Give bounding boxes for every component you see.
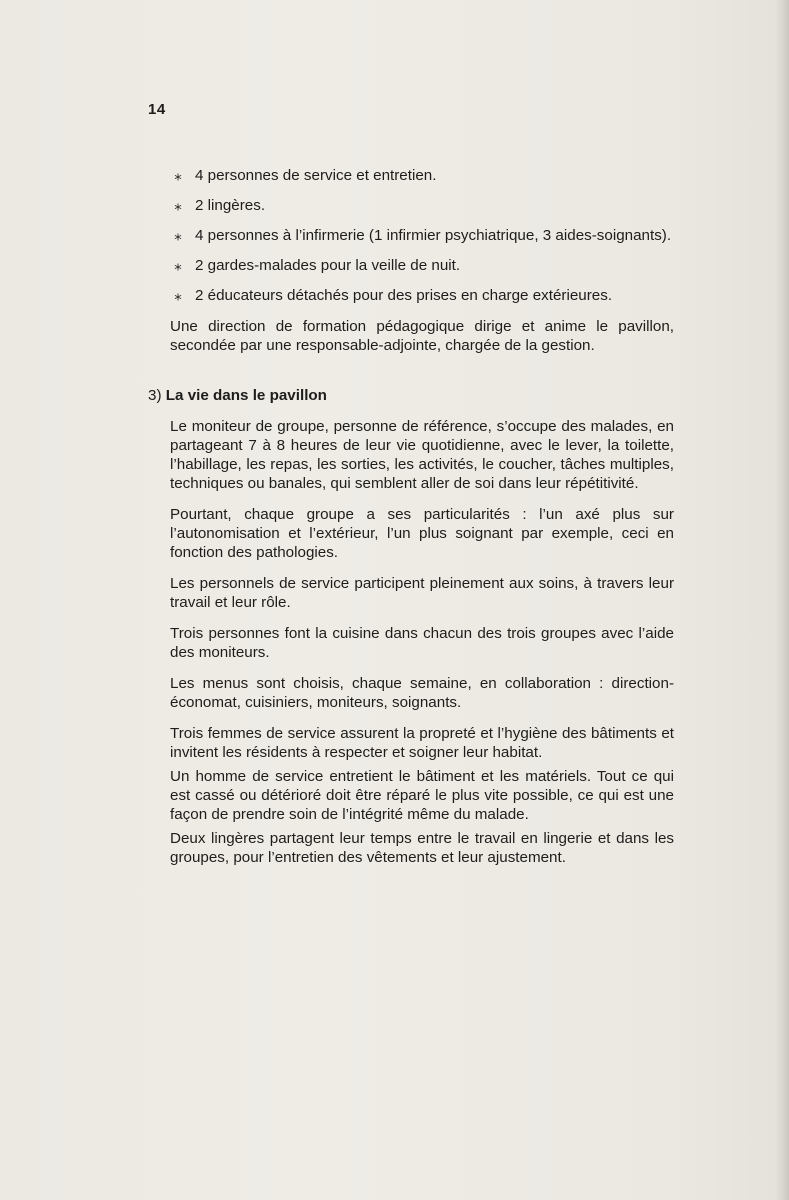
- body-paragraph: Trois personnes font la cuisine dans chacun des trois groupes avec l’aide des moniteurs.: [170, 625, 674, 661]
- body-paragraph: Le moniteur de groupe, personne de référence, s’occupe des malades, en partageant 7 à 8 heures de leur vie quotidienne, avec le lever, la toilette, l’habillage, les repas, les sorties, les activités, le coucher, tâches multiples, techniques ou banales, qui semblent aller de soi dans leur répétitivité.: [170, 418, 674, 492]
- asterisk-bullet-icon: ⁎: [174, 197, 182, 214]
- page-content: [148, 166, 674, 879]
- list-item-text: 2 gardes-malades pour la veille de nuit.: [195, 257, 461, 274]
- list-item: [170, 166, 674, 185]
- page-number: 14: [148, 101, 166, 118]
- body-paragraph: Deux lingères partagent leur temps entre le travail en lingerie et dans les groupes, pour l’entretien des vêtements et leur ajustement.: [170, 830, 674, 866]
- section-title: La vie dans le pavillon: [165, 387, 327, 404]
- asterisk-bullet-icon: ⁎: [174, 227, 182, 244]
- section-number: 3): [148, 387, 162, 404]
- list-item-text: 4 personnes à l’infirmerie (1 infirmier psychiatrique, 3 aides-soignants).: [195, 227, 672, 244]
- body-paragraph: Les personnels de service participent pleinement aux soins, à travers leur travail et leur rôle.: [170, 575, 674, 611]
- staff-list: [170, 166, 674, 305]
- intro-paragraph: Une direction de formation pédagogique dirige et anime le pavillon, secondée par une responsable-adjointe, chargée de la gestion.: [170, 318, 674, 354]
- section-heading: [148, 386, 674, 405]
- list-item-text: 4 personnes de service et entretien.: [195, 167, 437, 184]
- list-item: [170, 256, 674, 275]
- list-item: [170, 196, 674, 215]
- body-paragraph: Un homme de service entretient le bâtiment et les matériels. Tout ce qui est cassé ou détérioré doit être réparé le plus vite possible, ce qui est une façon de prendre soin de l’intégrité même du malade.: [170, 768, 674, 823]
- body-paragraph: Pourtant, chaque groupe a ses particularités : l’un axé plus sur l’autonomisation et l’extérieur, l’un plus soignant par exemple, ceci en fonction des pathologies.: [170, 506, 674, 561]
- body-paragraph: Trois femmes de service assurent la propreté et l’hygiène des bâtiments et invitent les résidents à respecter et soigner leur habitat.: [170, 725, 674, 761]
- body-paragraph: Les menus sont choisis, chaque semaine, en collaboration : direction-économat, cuisiniers, moniteurs, soignants.: [170, 675, 674, 711]
- list-item: [170, 286, 674, 305]
- page-edge-shadow: [775, 0, 789, 1200]
- list-item-text: 2 éducateurs détachés pour des prises en charge extérieures.: [195, 287, 613, 304]
- list-item-text: 2 lingères.: [195, 197, 266, 214]
- asterisk-bullet-icon: ⁎: [174, 257, 182, 274]
- asterisk-bullet-icon: ⁎: [174, 287, 182, 304]
- list-item: [170, 226, 674, 245]
- asterisk-bullet-icon: ⁎: [174, 167, 182, 184]
